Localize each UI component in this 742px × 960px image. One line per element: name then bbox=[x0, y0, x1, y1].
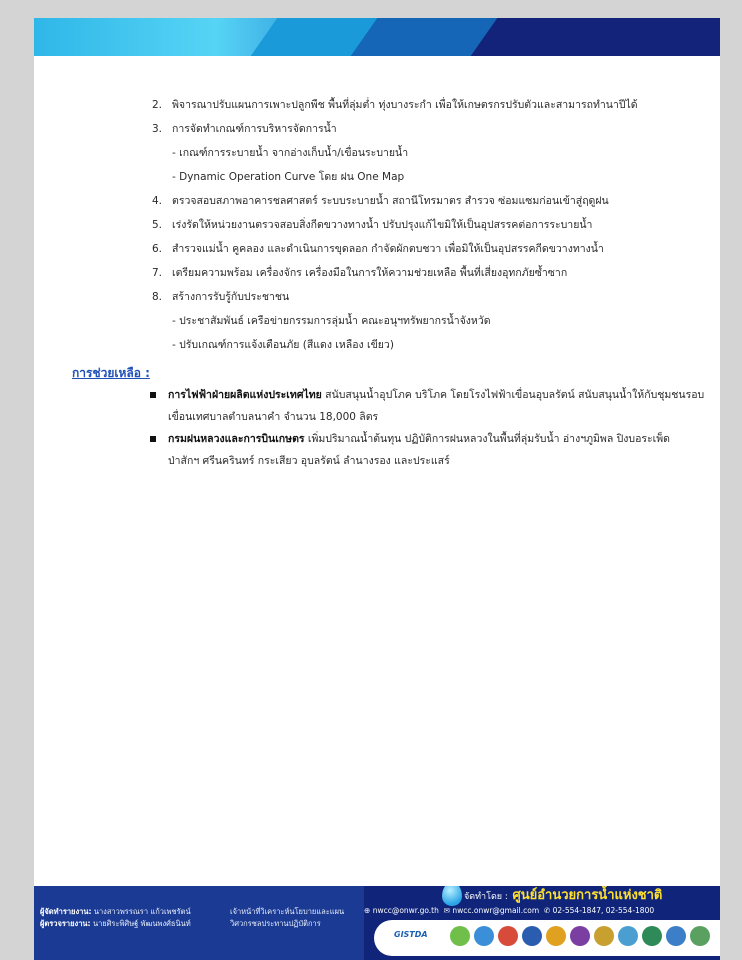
water-drop-icon bbox=[442, 886, 462, 906]
contact-info: ⊕ nwcc@onwr.go.th ✉ nwcc.onwr@gmail.com ✆ 02-554-1847, 02-554-1800 bbox=[364, 906, 655, 915]
checked-role: วิศวกรชลประทานปฏิบัติการ bbox=[230, 919, 321, 928]
mail-icon: ✉ bbox=[443, 906, 450, 915]
partner-logo-icon bbox=[498, 926, 518, 946]
help-section-title: การช่วยเหลือ : bbox=[72, 366, 150, 380]
partner-logo-icon bbox=[570, 926, 590, 946]
right-frame bbox=[720, 0, 742, 960]
partner-logo-icon bbox=[690, 926, 710, 946]
left-frame bbox=[0, 0, 34, 960]
list-item: 8. สร้างการรับรู้กับประชาชน bbox=[152, 291, 290, 303]
checked-by: ผู้ตรวจรายงาน: นายศิระพิศิษฐ์ พัฒนพงศ์ธนินท์ bbox=[40, 919, 191, 928]
help-bullet-line2: ป่าสักฯ ศรีนครินทร์ กระเสียว อุบลรัตน์ ลำนางรอง และประแสร์ bbox=[168, 455, 450, 467]
list-item: 6. สำรวจแม่น้ำ คูคลอง และดำเนินการขุดลอก กำจัดผักตบชวา เพื่อมิให้เป็นอุปสรรคกีดขวางทางน้ำ bbox=[152, 243, 604, 255]
org-brand: จัดทำโดย : ศูนย์อำนวยการน้ำแห่งชาติ bbox=[464, 888, 663, 903]
partner-logo-icon bbox=[522, 926, 542, 946]
bullet-marker bbox=[150, 392, 156, 398]
footer bbox=[34, 886, 720, 960]
list-subitem: - Dynamic Operation Curve โดย ฝน One Map bbox=[172, 171, 405, 183]
partner-logo-icon bbox=[594, 926, 614, 946]
phone-icon: ✆ bbox=[543, 906, 551, 915]
partner-logo-icon bbox=[618, 926, 638, 946]
help-bullet-line2: เขื่อนเทศบาลตำบลนาคำ จำนวน 18,000 ลิตร bbox=[168, 411, 379, 423]
list-item: 3. การจัดทำเกณฑ์การบริหารจัดการน้ำ bbox=[152, 123, 337, 135]
prepared-by: ผู้จัดทำรายงาน: นางสาวพรรณรา แก้วเพชรัตน์ bbox=[40, 907, 191, 916]
list-subitem: - ประชาสัมพันธ์ เครือข่ายกรรมการลุ่มน้ำ คณะอนุฯทรัพยากรน้ำจังหวัด bbox=[172, 315, 491, 327]
bullet-marker bbox=[150, 436, 156, 442]
list-item: 7. เตรียมความพร้อม เครื่องจักร เครื่องมือในการให้ความช่วยเหลือ พื้นที่เสี่ยงอุทกภัยซ้ำซาก bbox=[152, 267, 568, 279]
list-item: 4. ตรวจสอบสภาพอาคารชลศาสตร์ ระบบระบายน้ำ สถานีโทรมาตร สำรวจ ซ่อมแซมก่อนเข้าสู่ฤดูฝน bbox=[152, 195, 609, 207]
partner-logo-icon bbox=[666, 926, 686, 946]
document-page bbox=[34, 56, 720, 886]
partner-logo-icon bbox=[546, 926, 566, 946]
partner-logo-icon bbox=[450, 926, 470, 946]
list-item: 2. พิจารณาปรับแผนการเพาะปลูกพืช พื้นที่ลุ่มต่ำ ทุ่งบางระกำ เพื่อให้เกษตรกรปรับตัวและสามารถทำนาปีได้ bbox=[152, 99, 638, 111]
gistda-logo: GISTDA bbox=[394, 930, 428, 939]
top-frame bbox=[0, 0, 742, 18]
partner-logo-icon bbox=[474, 926, 494, 946]
help-bullet: กรมฝนหลวงและการบินเกษตร เพิ่มปริมาณน้ำต้นทุน ปฏิบัติการฝนหลวงในพื้นที่ลุ่มรับน้ำ อ่างฯภูมิพล ปิงบอระเพ็ด bbox=[168, 432, 670, 446]
globe-icon: ⊕ bbox=[364, 906, 371, 915]
prepared-role: เจ้าหน้าที่วิเคราะห์นโยบายและแผน bbox=[230, 907, 345, 916]
partner-logo-icon bbox=[642, 926, 662, 946]
list-subitem: - ปรับเกณฑ์การแจ้งเตือนภัย (สีแดง เหลือง เขียว) bbox=[172, 339, 394, 351]
list-item: 5. เร่งรัดให้หน่วยงานตรวจสอบสิ่งกีดขวางทางน้ำ ปรับปรุงแก้ไขมิให้เป็นอุปสรรคต่อการระบายน้ำ bbox=[152, 219, 593, 231]
header-band bbox=[34, 18, 720, 56]
help-bullet: การไฟฟ้าฝ่ายผลิตแห่งประเทศไทย สนับสนุนน้ำอุปโภค บริโภค โดยโรงไฟฟ้าเขื่อนอุบลรัตน์ สนับสนุนน้ำให้กับชุมชนรอบ bbox=[168, 388, 704, 402]
list-subitem: - เกณฑ์การระบายน้ำ จากอ่างเก็บน้ำ/เขื่อนระบายน้ำ bbox=[172, 147, 409, 159]
